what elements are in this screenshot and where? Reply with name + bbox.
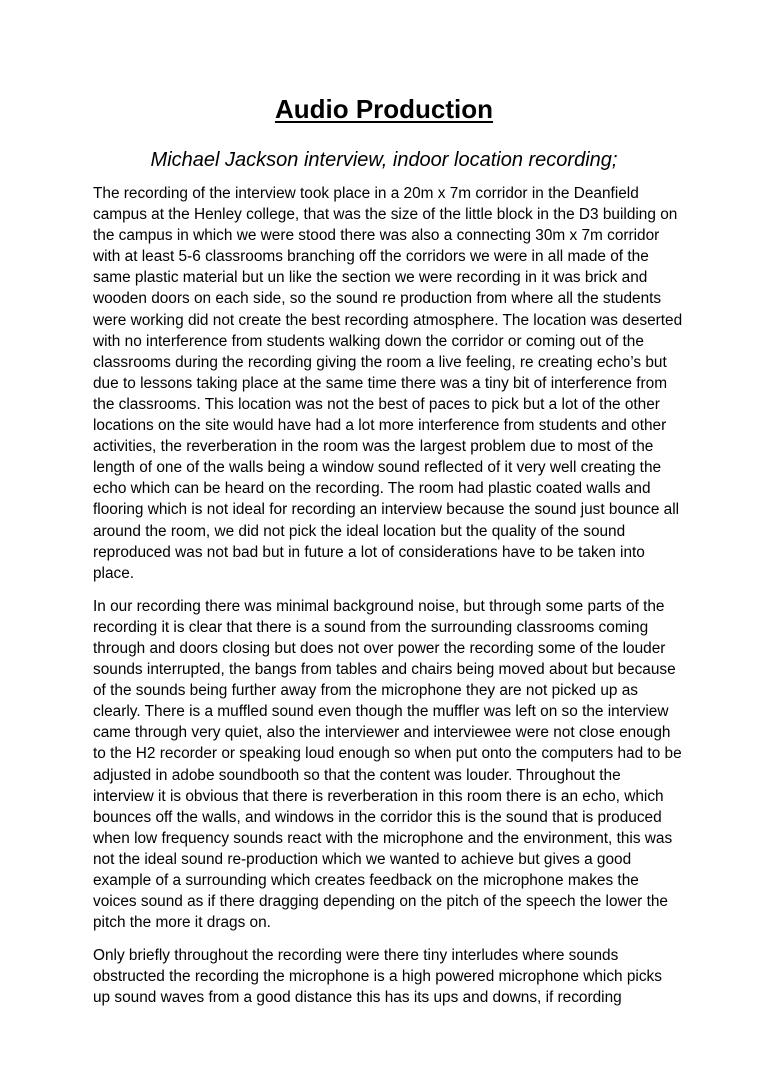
paragraph-interludes: Only briefly throughout the recording were there tiny interludes where sounds obstructed the recording the microphone is a high powered microphone which picks up sound waves from a good distance this has its ups and downs, if recording <box>93 947 662 1007</box>
paragraph-background-noise: In our recording there was minimal background noise, but through some parts of the recording it is clear that there is a sound from the surrounding classrooms coming through and doors closing but does not over power the recording some of the louder sounds interrupted, the bangs from tables and chairs being moved about but because of the sounds being further away from the microphone they are not picked up as clearly. There is a muffled sound even though the muffler was left on so the interview came through very quiet, also the interviewer and interviewee were not close enough to the H2 recorder or speaking loud enough so when put onto the computers had to be adjusted in adobe soundbooth so that the content was louder. Throughout the interview it is obvious that there is reverberation in this room there is an echo, which bounces off the walls, and windows in the corridor this is the sound that is produced when low frequency sounds react with the microphone and the environment, this was not the ideal sound re-production which we wanted to achieve but gives a good example of a surrounding which creates feedback on the microphone makes the voices sound as if there dragging depending on the pitch of the speech the lower the pitch the more it drags on. <box>93 597 682 932</box>
document-title: Audio Production <box>274 94 494 124</box>
document-body <box>93 183 683 1021</box>
paragraph-location: The recording of the interview took place in a 20m x 7m corridor in the Deanfield campus at the Henley college, that was the size of the little block in the D3 building on the campus in which we were stood there was also a connecting 30m x 7m corridor with at least 5-6 classrooms branching off the corridors we were in all made of the same plastic material but un like the section we were recording in it was brick and wooden doors on each side, so the sound re production from where all the students were working did not create the best recording atmosphere. The location was deserted with no interference from students walking down the corridor or coming out of the classrooms during the recording giving the room a live feeling, re creating echo’s but due to lessons taking place at the same time there was a tiny bit of interference from the classrooms. This location was not the best of paces to pick but a lot of the other locations on the site would have had a lot more interference from students and other activities, the reverberation in the room was the largest problem due to most of the length of one of the walls being a window sound reflected of it very well creating the echo which can be heard on the recording. The room had plastic coated walls and flooring which is not ideal for recording an interview because the sound just bounce all around the room, we did not pick the ideal location but the quality of the sound reproduced was not bad but in future a lot of considerations have to be taken into place. <box>93 185 683 582</box>
document-subtitle: Michael Jackson interview, indoor location recording; <box>150 149 618 171</box>
